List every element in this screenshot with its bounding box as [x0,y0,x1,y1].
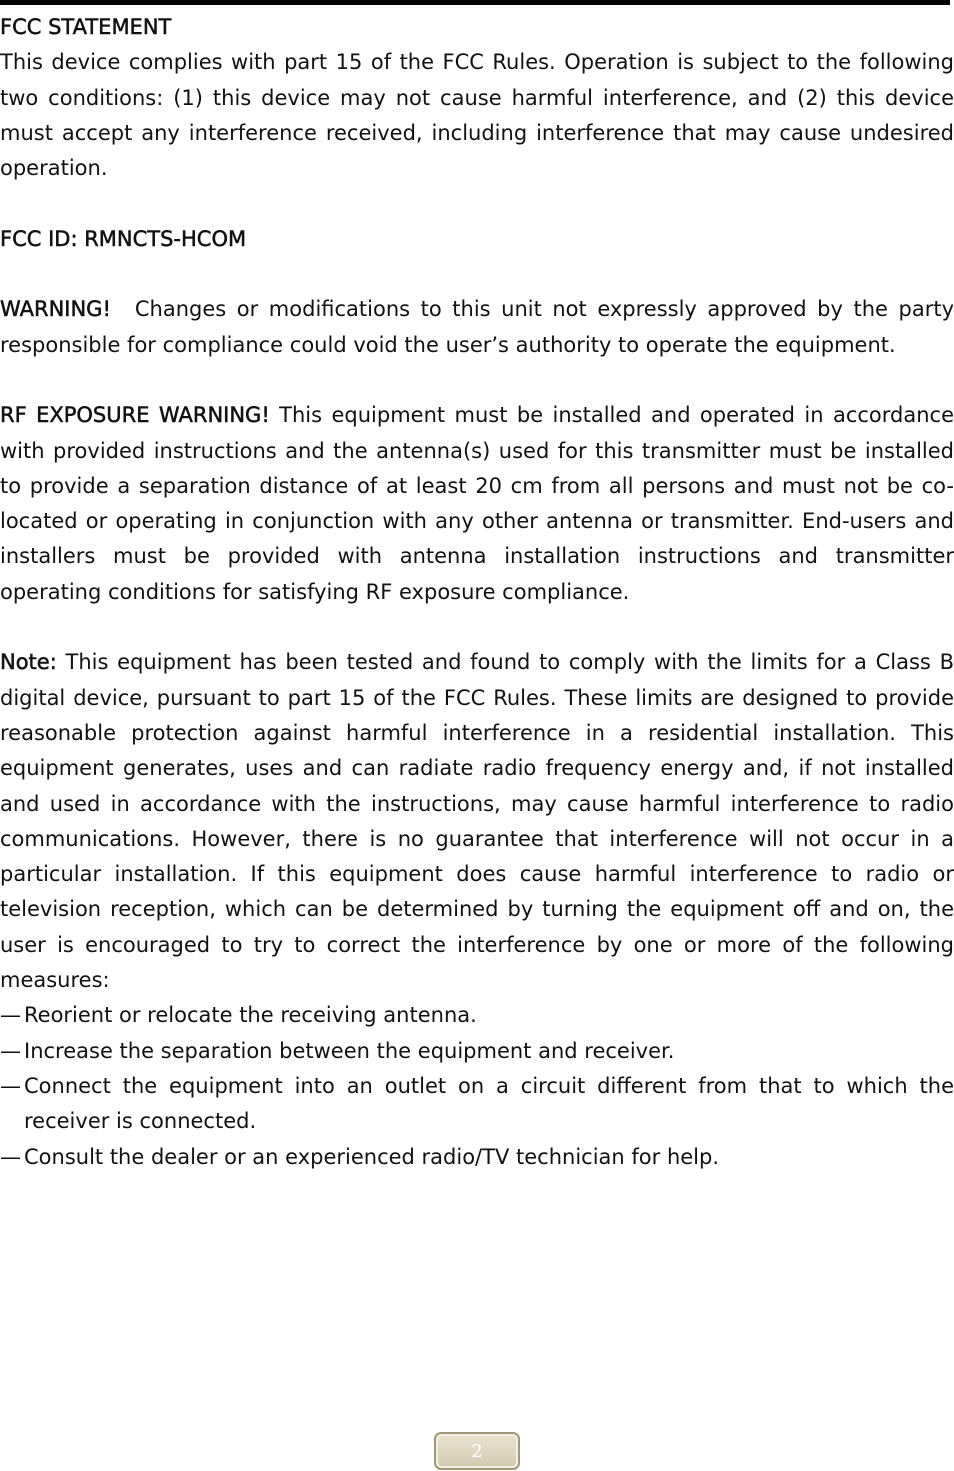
top-rule [0,0,950,5]
measure-text: Connect the equipment into an outlet on a circuit different from that to which the receiver is connected. [24,1073,954,1134]
warning-text: Changes or modifications to this unit not expressly approved by the party responsible for compliance could void the user’s authority to operate the equipment. [0,297,954,357]
list-item [0,1034,954,1069]
spacer [0,257,954,292]
list-item [0,1069,954,1140]
measure-text: Consult the dealer or an experienced radio/TV technician for help. [24,1144,720,1169]
document-body [0,10,954,1175]
rf-warning-text: This equipment must be installed and operated in accordance with provided instructions and the antenna(s) used for this transmitter must be installed to provide a separation distance of at least 20 cm from all persons and must not be co-located or operating in conjunction with any other antenna or transmitter. End-users and installers must be provided with antenna installation instructions and transmitter operating conditions for satisfying RF exposure compliance. [0,403,954,604]
spacer [0,363,954,398]
warning-paragraph [0,292,954,363]
rf-warning-paragraph [0,398,954,610]
note-paragraph [0,645,954,998]
note-text: This equipment has been tested and found to comply with the limits for a Class B digital device, pursuant to part 15 of the FCC Rules. These limits are designed to provide reasonable protection against harmful interference in a residential installation. This equipment generates, uses and can radiate radio frequency energy and, if not installed and used in accordance with the instructions, may cause harmful interference to radio communications. However, there is no guarantee that interference will not occur in a particular installation. If this equipment does cause harmful interference to radio or television reception, which can be determined by turning the equipment off and on, the user is encouraged to try to correct the interference by one or more of the following measures: [0,650,954,993]
dash-bullet: — [0,1073,21,1098]
fcc-statement-heading: FCC STATEMENT [0,15,172,39]
fcc-id: FCC ID: RMNCTS-HCOM [0,226,247,251]
dash-bullet: — [0,1144,21,1169]
rf-warning-label: RF EXPOSURE WARNING! [0,403,270,428]
spacer [0,186,954,221]
dash-bullet: — [0,1003,21,1028]
spacer [0,610,954,645]
page-number: 2 [434,1432,520,1470]
list-item [0,1140,954,1175]
note-label: Note: [0,650,57,675]
dash-bullet: — [0,1038,21,1063]
measures-list [0,998,954,1174]
fcc-statement-body: This device complies with part 15 of the FCC Rules. Operation is subject to the following two conditions: (1) this device may not cause harmful interference, and (2) this device must accept any interference received, including interference that may cause undesired operation. [0,50,954,181]
measure-text: Reorient or relocate the receiving antenna. [24,1003,477,1028]
warning-label: WARNING! [0,297,111,322]
list-item [0,998,954,1033]
measure-text: Increase the separation between the equipment and receiver. [24,1038,675,1063]
